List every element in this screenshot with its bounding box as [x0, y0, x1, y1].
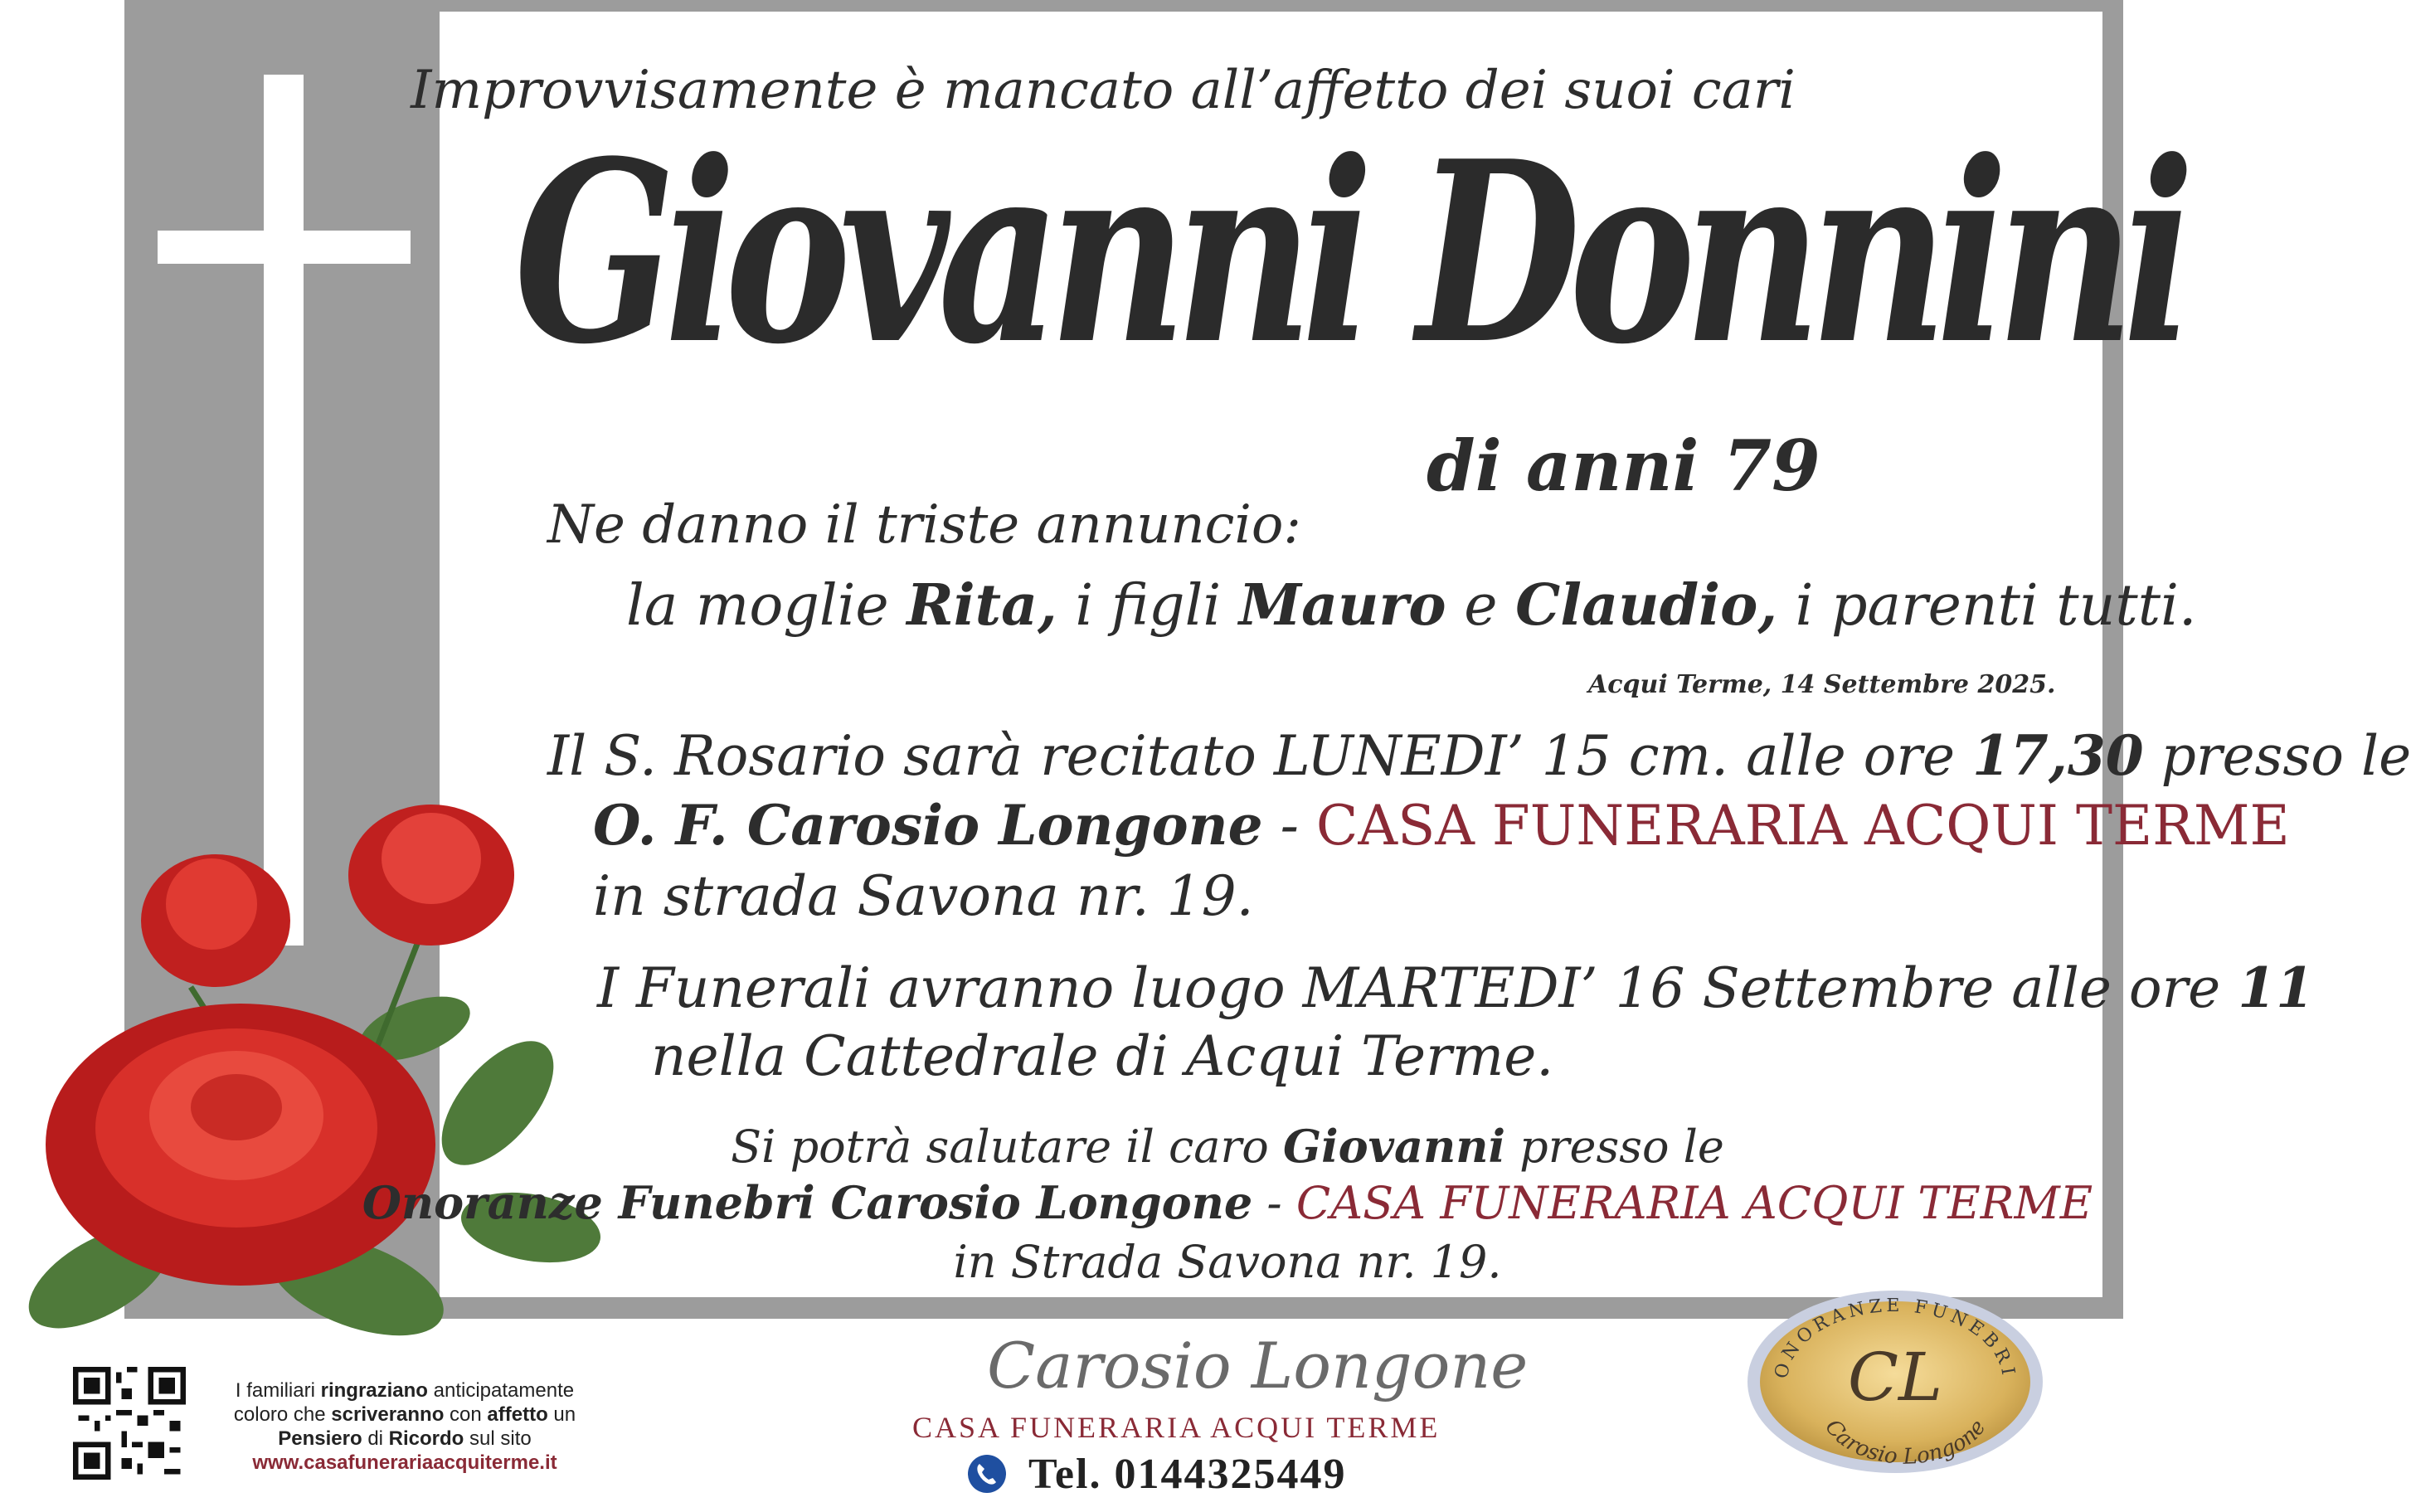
separator: -: [1262, 794, 1316, 858]
seal-monogram: CL: [1847, 1339, 1943, 1416]
thanks-bold: Pensiero: [278, 1427, 362, 1450]
cross-icon-bar: [158, 231, 411, 264]
rosary-text: presso le: [2143, 724, 2411, 788]
thanks-text: coloro che: [233, 1403, 332, 1426]
phone-text: Tel. 0144325449: [1028, 1451, 1347, 1498]
funeral-house-label: CASA FUNERARIA ACQUI TERME: [912, 1411, 1441, 1444]
thanks-text: I familiari: [235, 1379, 321, 1402]
seal-bottom-text: Carosio Longone: [1820, 1415, 1991, 1470]
family-text: i parenti tutti.: [1777, 573, 2197, 639]
intro-line: Improvvisamente è mancato all’affetto dei suoi cari: [411, 60, 1796, 121]
phone-number[interactable]: [969, 1450, 1346, 1499]
son-name: Mauro: [1238, 572, 1446, 639]
rosary-line-3: in strada Savona nr. 19.: [593, 864, 1254, 928]
signature-logo: Carosio Longone: [987, 1329, 1529, 1403]
place-date: Acqui Terme, 14 Settembre 2025.: [1588, 670, 2056, 699]
rosary-line-2: [593, 793, 2290, 858]
thanks-text: di: [362, 1427, 389, 1450]
thanks-bold: affetto: [487, 1403, 548, 1426]
family-text: i figli: [1057, 573, 1239, 639]
greeting-text: Si potrà salutare il caro: [731, 1121, 1283, 1173]
separator: -: [1252, 1177, 1296, 1229]
funeral-home-label: CASA FUNERARIA ACQUI TERME: [1315, 794, 2290, 858]
rosary-line-1: [547, 723, 2411, 788]
thanks-text: con: [444, 1403, 488, 1426]
rosary-time: 17,30: [1972, 723, 2144, 788]
funeral-time: 11: [2238, 955, 2315, 1020]
qr-code-icon[interactable]: [73, 1367, 186, 1480]
thanks-text: un: [547, 1403, 576, 1426]
deceased-name: Giovanni Donnini: [514, 106, 2184, 399]
seal-logo: [1742, 1284, 2049, 1475]
funeral-home-name: O. F. Carosio Longone: [593, 793, 1263, 858]
thanks-bold: ringraziano: [320, 1379, 428, 1402]
greeting-line-2: [0, 1176, 2123, 1229]
greeting-line-1: [0, 1120, 2123, 1173]
thanks-note: [222, 1378, 587, 1475]
funeral-text: I Funerali avranno luogo MARTEDI’ 16 Settembre alle ore: [597, 956, 2238, 1020]
funeral-home-label: CASA FUNERARIA ACQUI TERME: [1295, 1177, 2093, 1229]
thanks-text: anticipatamente: [427, 1379, 575, 1402]
announcement-line: Ne danno il triste annuncio:: [547, 494, 1301, 556]
rosary-text: Il S. Rosario sarà recitato LUNEDI’ 15 cm. alle ore: [547, 724, 1972, 788]
greeting-text: presso le: [1505, 1121, 1724, 1173]
thanks-text: sul sito: [464, 1427, 532, 1450]
thanks-bold: Ricordo: [388, 1427, 464, 1450]
wife-name: Rita,: [907, 572, 1057, 639]
son-name: Claudio,: [1515, 572, 1778, 639]
website-link[interactable]: www.casafunerariaacquiterme.it: [252, 1451, 557, 1474]
family-text: e: [1446, 573, 1516, 639]
family-line: [626, 572, 2196, 639]
funeral-line-2: nella Cattedrale di Acqui Terme.: [651, 1024, 1554, 1088]
family-text: la moglie: [626, 573, 907, 639]
thanks-bold: scriveranno: [331, 1403, 445, 1426]
seal-top-text: ONORANZE FUNEBRI: [1771, 1295, 2020, 1381]
funeral-home-name: Onoranze Funebri Carosio Longone: [362, 1176, 1253, 1229]
greeting-name: Giovanni: [1282, 1120, 1506, 1173]
greeting-line-3: in Strada Savona nr. 19.: [953, 1236, 1502, 1288]
age: di anni 79: [1427, 425, 1820, 507]
funeral-line-1: [597, 955, 2314, 1020]
